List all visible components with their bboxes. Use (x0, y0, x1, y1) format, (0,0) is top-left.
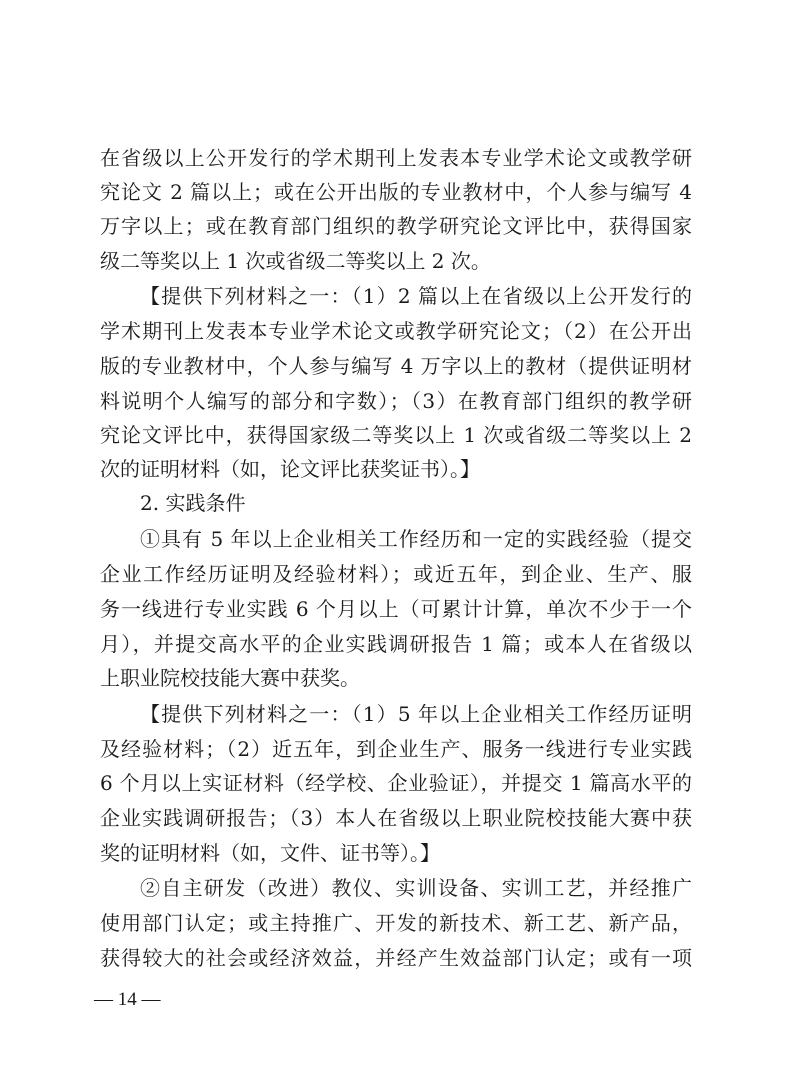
paragraph-line: 学术期刊上发表本专业学术论文或教学研究论文；（2）在公开出 (100, 319, 692, 343)
paragraph-line: ②自主研发（改进）教仪、实训设备、实训工艺，并经推广 (140, 876, 692, 900)
section-heading: 2. 实践条件 (140, 491, 246, 515)
paragraph-line: 务一线进行专业实践 6 个月以上（可累计计算，单次不少于一个 (100, 597, 692, 621)
paragraph-line: 上职业院校技能大赛中获奖。 (100, 666, 360, 690)
paragraph-line: 6 个月以上实证材料（经学校、企业验证），并提交 1 篇高水平的 (100, 771, 692, 795)
paragraph-line: 次的证明材料（如，论文评比获奖证书）。】 (100, 457, 480, 481)
paragraph-line: 究论文评比中，获得国家级二等奖以上 1 次或省级二等奖以上 2 (100, 423, 692, 447)
page-number: — 14 — (94, 989, 161, 1010)
paragraph-line: 究论文 2 篇以上；或在公开出版的专业教材中，个人参与编写 4 (100, 180, 692, 204)
paragraph-line: 企业实践调研报告；（3）本人在省级以上职业院校技能大赛中获 (100, 806, 692, 830)
paragraph-line: 级二等奖以上 1 次或省级二等奖以上 2 次。 (100, 249, 491, 273)
paragraph-line: 月），并提交高水平的企业实践调研报告 1 篇；或本人在省级以 (100, 632, 692, 656)
paragraph-line: 使用部门认定；或主持推广、开发的新技术、新工艺、新产品， (100, 911, 692, 935)
paragraph-line: 【提供下列材料之一：（1）2 篇以上在省级以上公开发行的 (140, 284, 692, 308)
paragraph-line: 企业工作经历证明及经验材料）；或近五年，到企业、生产、服 (100, 562, 692, 586)
paragraph-line: 奖的证明材料（如，文件、证书等）。】 (100, 841, 440, 865)
paragraph-line: 在省级以上公开发行的学术期刊上发表本专业学术论文或教学研 (100, 146, 692, 170)
paragraph-line: 【提供下列材料之一：（1）5 年以上企业相关工作经历证明 (140, 702, 692, 726)
paragraph-line: 万字以上；或在教育部门组织的教学研究论文评比中，获得国家 (100, 214, 692, 238)
paragraph-line: 版的专业教材中，个人参与编写 4 万字以上的教材（提供证明材 (100, 354, 692, 378)
paragraph-line: 及经验材料；（2）近五年，到企业生产、服务一线进行专业实践 (100, 737, 692, 761)
paragraph-line: 料说明个人编写的部分和字数）；（3）在教育部门组织的教学研 (100, 389, 692, 413)
paragraph-line: ①具有 5 年以上企业相关工作经历和一定的实践经验（提交 (140, 527, 692, 551)
paragraph-line: 获得较大的社会或经济效益，并经产生效益部门认定；或有一项 (100, 946, 692, 970)
